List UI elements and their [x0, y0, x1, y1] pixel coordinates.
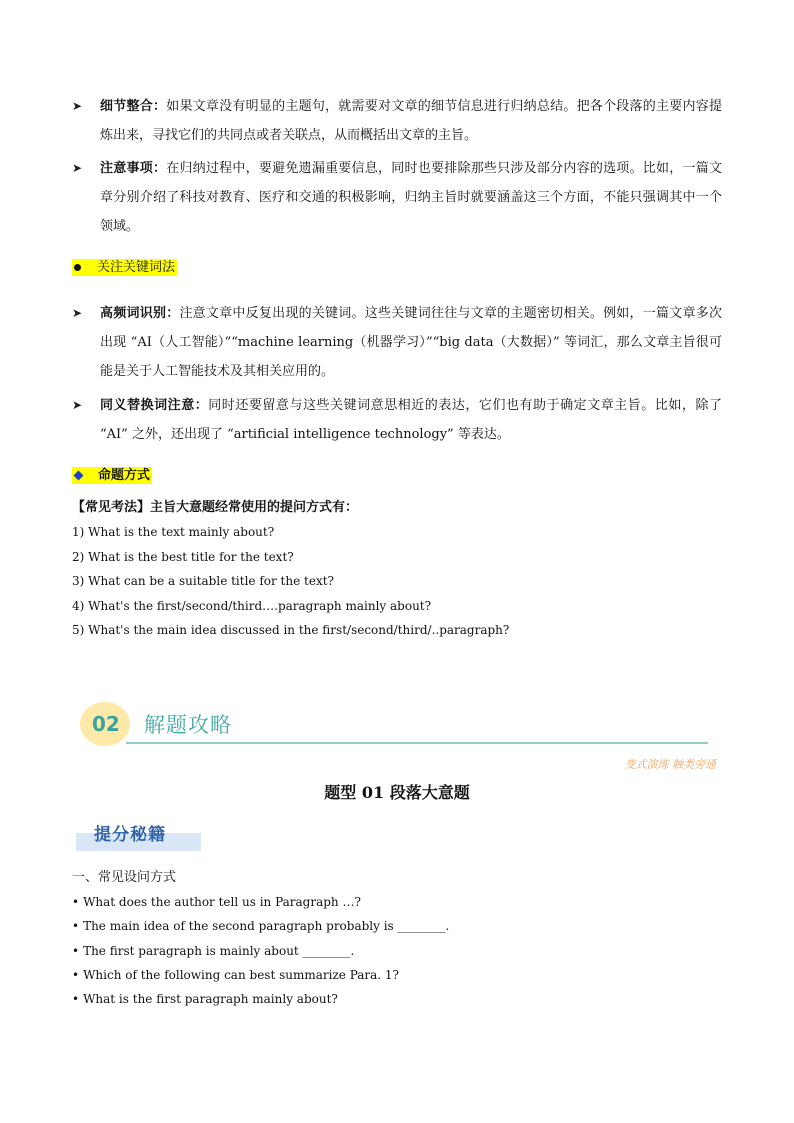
arrow-bullet-icon: ➤ [72, 99, 83, 113]
list-item: 1) What is the text mainly about? [72, 525, 275, 539]
list-item: • Which of the following can best summarize Para. 1? [72, 967, 399, 982]
list-item: 3) What can be a suitable title for the text? [72, 574, 334, 588]
detail-integration-label: 细节整合： [100, 99, 167, 114]
list-item: • What is the first paragraph mainly about? [72, 992, 338, 1007]
arrow-bullet-icon: ➤ [72, 306, 83, 320]
question-style-label: 命题方式 [98, 468, 151, 483]
bullet-icon: • [72, 919, 80, 934]
list-item: 2) What is the best title for the text? [72, 549, 294, 564]
notes-text: 在归纳过程中，要避免遗漏重要信息，同时也要排除那些只涉及部分内容的选项。比如，一篇文章分别介绍了科技对教育、医疗和交通的积极影响，归纳主旨时就要涵盖这三个方面，不能只强调其中一个领域。 [100, 161, 722, 234]
common-question-list [72, 890, 449, 1011]
detail-integration-paragraph [72, 92, 722, 150]
banner-title: 解题攻略 [144, 713, 232, 737]
dot-bullet-icon [74, 264, 81, 271]
bullet-icon: • [72, 943, 80, 958]
arrow-bullet-icon: ➤ [72, 161, 83, 175]
bullet-icon: • [72, 992, 80, 1007]
diamond-bullet-icon [74, 470, 84, 480]
tag-label: 提分秘籍 [94, 825, 166, 845]
frequency-text: 注意文章中反复出现的关键词。这些关键词往往与文章的主题密切相关。例如，一篇文章多次出现 “AI（人工智能）”“machine learning（机器学习）”“big data（大数据）” 等词汇，那么文章主旨很可能是关于人工智能技术及其相关应用的。 [100, 306, 722, 379]
question-style-heading [72, 466, 152, 486]
banner-subtitle: 变式演练 触类旁通 [624, 758, 716, 771]
section-heading: 一、常见设问方式 [72, 870, 177, 885]
keyword-method-label: 关注关键词法 [97, 260, 176, 275]
question-type-title: 题型 01 段落大意题 [324, 783, 470, 802]
question-list [72, 520, 509, 643]
synonym-text: 同时还要留意与这些关键词意思相近的表达，它们也有助于确定文章主旨。比如，除了 “AI” 之外，还出现了 “artificial intelligence technology” 等表达。 [100, 398, 722, 442]
tips-tag [76, 818, 201, 852]
list-item: • The first paragraph is mainly about ________. [72, 943, 355, 958]
notes-label: 注意事项： [100, 161, 167, 176]
frequency-label: 高频词识别： [100, 306, 180, 321]
list-item: • What does the author tell us in Paragraph …? [72, 895, 361, 909]
list-item: 5) What's the main idea discussed in the first/second/third/..paragraph? [72, 623, 510, 637]
notes-paragraph [72, 154, 722, 241]
bullet-icon: • [72, 895, 80, 909]
arrow-bullet-icon: ➤ [72, 398, 83, 412]
section-banner [76, 700, 716, 780]
detail-integration-text: 如果文章没有明显的主题句，就需要对文章的细节信息进行归纳总结。把各个段落的主要内容提炼出来，寻找它们的共同点或者关联点，从而概括出文章的主旨。 [100, 99, 722, 143]
common-question-heading: 【常见考法】主旨大意题经常使用的提问方式有： [72, 500, 359, 515]
synonym-label: 同义替换词注意： [100, 398, 209, 413]
banner-number: 02 [92, 712, 120, 736]
synonym-paragraph [72, 391, 722, 449]
frequency-paragraph [72, 299, 722, 386]
list-item: • The main idea of the second paragraph probably is ________. [72, 919, 450, 934]
bullet-icon: • [72, 967, 80, 982]
list-item: 4) What's the first/second/third….paragraph mainly about? [72, 598, 432, 613]
banner-divider [126, 742, 708, 744]
keyword-method-heading [72, 258, 177, 278]
